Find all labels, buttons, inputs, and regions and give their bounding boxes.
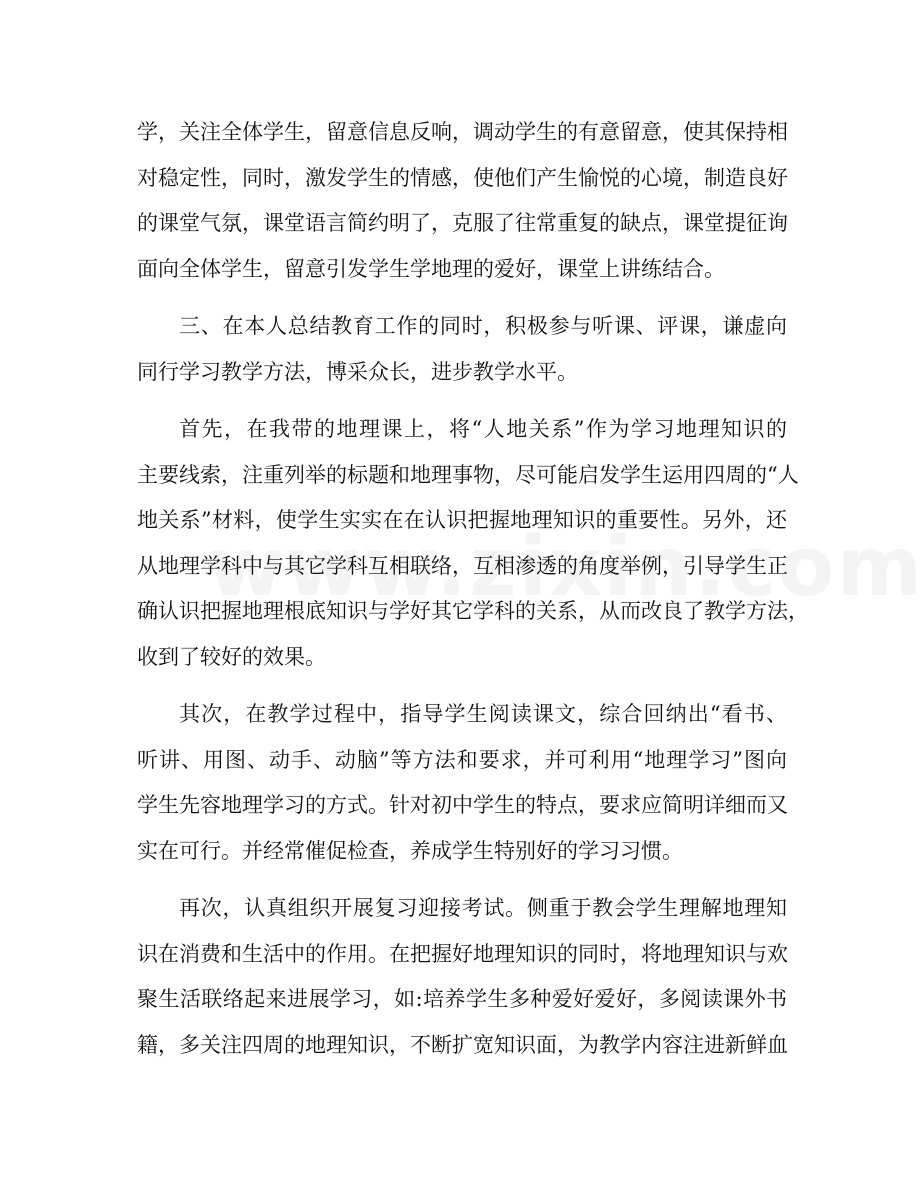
text-line: 听讲、用图、动手、动脑”等方法和要求，并可利用“地理学习”图向: [137, 747, 787, 772]
text-line: 聚生活联络起来进展学习，如:培养学生多种爱好爱好，多阅读课外书: [137, 987, 787, 1011]
paragraph: [137, 304, 787, 395]
text-line: 识在消费和生活中的作用。在把握好地理知识的同时，将地理知识与欢: [137, 941, 788, 966]
paragraph: [137, 886, 787, 1068]
text-line: 再次，认真组织开展复习迎接考试。侧重于教会学生理解地理知: [179, 896, 787, 920]
text-line: 同行学习教学方法，博采众长，进步教学水平。: [137, 359, 578, 384]
text-line: 学生先容地理学习的方式。针对初中学生的特点，要求应简明详细而又: [137, 793, 788, 817]
text-line: 收到了较好的效果。: [137, 644, 326, 669]
document-body: [137, 110, 809, 1080]
paragraph: [137, 110, 787, 292]
text-line: 主要线索，注重列举的标题和地理事物，尽可能启发学生运用四周的“人: [137, 462, 799, 487]
text-line: 首先，在我带的地理课上，将“人地关系”作为学习地理知识的: [179, 417, 787, 441]
text-line: 三、在本人总结教育工作的同时，积极参与听课、评课，谦虚向: [179, 314, 787, 338]
text-line: 实在可行。并经常催促检查，养成学生特别好的学习习惯。: [137, 838, 683, 863]
text-line: 其次，在教学过程中，指导学生阅读课文，综合回纳出“看书、: [179, 702, 787, 726]
paragraph: [137, 692, 787, 874]
text-line: 从地理学科中与其它学科互相联络，互相渗透的角度举例，引导学生正: [137, 553, 788, 578]
text-line: 对稳定性，同时，激发学生的情感，使他们产生愉悦的心境，制造良好: [137, 165, 788, 190]
text-line: 确认识把握地理根底知识与学好其它学科的关系，从而改良了教学方法，: [137, 599, 809, 623]
text-line: 学，关注全体学生，留意信息反响，调动学生的有意留意，使其保持相: [137, 120, 788, 144]
text-line: 地关系”材料，使学生实实在在认识把握地理知识的重要性。另外，还: [137, 508, 787, 532]
paragraph: [137, 407, 809, 680]
text-line: 面向全体学生，留意引发学生学地理的爱好，课堂上讲练结合。: [137, 256, 725, 281]
text-line: 的课堂气氛，课堂语言简约明了，克服了往常重复的缺点，课堂提征询: [137, 211, 788, 235]
text-line: 籍，多关注四周的地理知识，不断扩宽知识面，为教学内容注进新鲜血: [137, 1032, 788, 1057]
